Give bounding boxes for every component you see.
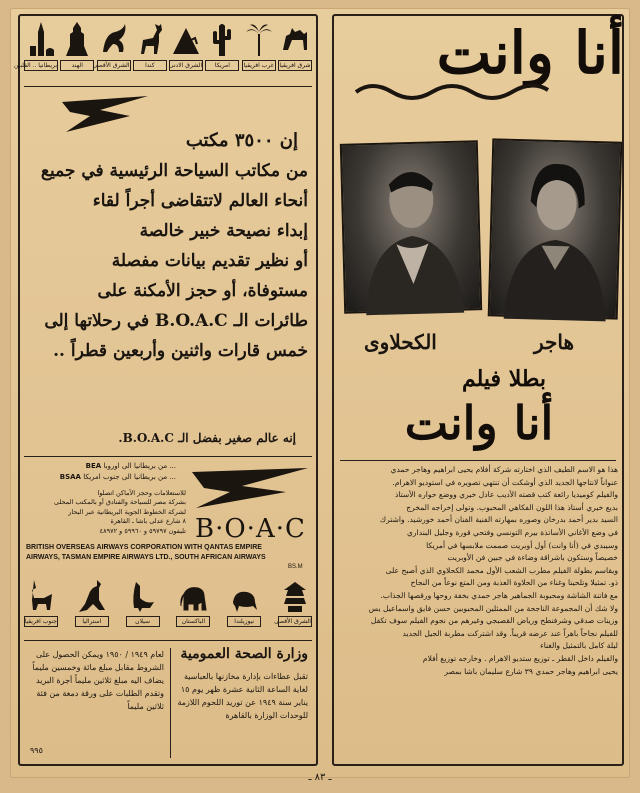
divider (24, 86, 312, 87)
photo-hagar (488, 138, 623, 319)
health-notice-text-1: تقبل عطاءات بإدارة مخازنها بالعباسية لغاية الساعة الثانية عشرة ظهر يوم ١٥ يناير سنة ١٩٤٩ عن توريد اللحوم اللازمة للوحدات الوزارة بالقاهرة (177, 672, 308, 720)
kiwi-bird-icon (229, 576, 259, 614)
icon-cell: الشرق الأقصى (278, 576, 312, 632)
big-ben-icon (26, 20, 56, 58)
kangaroo-icon (77, 576, 107, 614)
icon-cell: استراليا (75, 576, 109, 632)
destination-icon-strip (13, 20, 312, 82)
boac-logo-text: B·O·A·C (195, 514, 306, 544)
icon-cell: بريطانيا .. الفلبين (24, 20, 58, 82)
health-notice-text-2: لعام ١٩٤٩ / ١٩٥٠ ويمكن الحصول على الشروط مقابل مبلغ مائة وخمسين مليماً يضاف اليه مبلغ ثلاثين مليماً أجرة البريد وتقدم الطلبات على ورقة دمغة من فئة ثلاثين مليماً (32, 650, 164, 711)
boac-advert-column (13, 14, 318, 766)
divider (24, 640, 312, 641)
icon-cell: الشرق الادنى (169, 20, 203, 82)
pagoda-icon (280, 576, 310, 614)
decorative-swash (352, 78, 552, 104)
destination-icon-strip-bottom (24, 576, 312, 632)
cactus-icon (207, 20, 237, 58)
portrait-woman-icon (490, 140, 625, 321)
deity-icon (62, 20, 92, 58)
icon-cell: شرق افريقيا (278, 20, 312, 82)
divider (340, 460, 616, 461)
magazine-page (10, 8, 630, 778)
elephant-icon (178, 576, 208, 614)
corporation-line: BRITISH OVERSEAS AIRWAYS CORPORATION WITH QANTAS EMPIRE (26, 544, 262, 551)
pyramid-icon (171, 20, 201, 58)
bird-icon (128, 576, 158, 614)
film-article-body: هذا هو الاسم الطيف الذي اختارته شركة أفلام يحيى ابراهيم وهاجر حمدي عنواناً لانتاجها الجديد الذي أوشكت أن تنتهي تصويره في استوديو الاهرام. والفيلم كوميديا رائعة كتب قصته الأديب عادل خيري ووضع حواره الأستاذ بديع خيري أستاذ هذا اللون الفكاهي المحبوب. وتولى إخراجه المخرج السيد بدير أحمد بدرخان وصوره بمهارته الفنية الفنان أحمد خورشيد. واشترك في وضع الأغاني الأساتذة بيرم التونسي وفتحي قورة وجليل البنداري وسيبدي في (أنا وانت) أول أوبريت صممت ملابسها في أمريكا خصيصاً وستكون باشراقة وضاءة في جبين فن الأوبريت ويقاسم بطولة الفيلم مطرب الشعب الأول محمد الكحلاوي الذي أصبح على ذو. تمثيلا وتلحينا وغناء من الحلاوة العذبة ومن المتع نوعاً من النجاح مع فاتنة الشاشة ومحبوبة الجماهير هاجر حمدي بخفة روحها ورقصها الجذاب. ولا شك أن المجموعة الناجحة من الممثلين المحبوبين حسن فايق واسماعيل يس وزينات صدقي وشرفنطح ورياض القصبجي وغيرهم من نجوم الفيلم سوف تكفل للفيلم نجاحاً باهراً عند عرضه قريباً. وقد اشتركت مطربة الجيل الجديد ليلة كامل بالتمثيل والغناء والفيلم داخل القطر ـ توزيع ستديو الاهرام . وخارجه توزيع أفلام يحيى ابراهيم وهاجر حمدي ٣٩ شارع سليمان باشا بمصر (368, 465, 618, 676)
health-notice-title: وزارة الصحة العمومية (180, 646, 308, 662)
palm-tree-icon (244, 20, 274, 58)
column-divider (170, 648, 171, 758)
actress-name-hagar: هاجر (534, 330, 575, 354)
icon-cell: غرب افريقيا (242, 20, 276, 82)
icon-cell: جنوب افريقيا (24, 576, 58, 632)
page-number: ـ ٨٣ ـ (308, 772, 332, 783)
boac-contact-info: للاستعلامات وحجز الأماكن اتصلوا بشركة مصر للسياحة والفنادق أو بالمكتب المحلى لشركة الخطوط الجوية البريطانية عبر البحار ٨ شارع عدلى باشا ـ القاهرة تليفون ٥٩٧٩٧ و ٥٩٩٦٠ و ٤٨٩٧٢ (53, 489, 186, 535)
icon-cell: الشرق الأقصى (97, 20, 131, 82)
portrait-man-icon (342, 142, 484, 316)
corporation-line: AIRWAYS, TASMAN EMPIRE AIRWAYS LTD., SOUTH AFRICAN AIRWAYS (26, 554, 266, 561)
icon-cell: امريكا (205, 20, 239, 82)
icon-cell: كندا (133, 20, 167, 82)
actor-name-kahlawy: الكحلاوى (364, 330, 437, 354)
divider (24, 456, 312, 457)
icon-cell: الهند (60, 20, 94, 82)
moose-icon (135, 20, 165, 58)
advert-code: BS.M (288, 564, 303, 570)
boac-ad-copy: إن ٣٥٠٠ مكتب من مكاتب السياحة الرئيسية في جميع أنحاء العالم لاتتقاضى أجراً لقاء إبداء نصيحة خبير خالصة أو نظير تقديم بيانات مفصلة مستوفاة، أو حجز الأمكنة على طائرات الـ B.O.A.C في رحلاتها إلى خمس قارات واثنين وأربعين قطراً .. (40, 130, 308, 361)
icon-cell: الباكستان (176, 576, 210, 632)
boac-tagline: إنه عالم صغير بفضل الـ B.O.A.C. (118, 431, 296, 445)
film-article-column (332, 14, 624, 766)
icon-cell: سيلان (126, 576, 160, 632)
stars-line: بطلا فيلم (461, 366, 547, 392)
photo-kahlawy (340, 140, 482, 314)
notice-code: ٩٩٥ (30, 746, 43, 755)
dragon-icon (99, 20, 129, 58)
film-title-sub: أنا وانت (404, 396, 554, 450)
camel-icon (280, 20, 310, 58)
speedbird-large-icon (190, 466, 310, 510)
springbok-icon (26, 576, 56, 614)
affiliate-routes: ... من بريطانيا الى اوروبا BEA ... من بريطانيا الى جنوب امريكا BSAA (59, 462, 176, 481)
film-title-headline: أنا وانت (436, 19, 624, 87)
icon-cell: نيوزيلندا (227, 576, 261, 632)
